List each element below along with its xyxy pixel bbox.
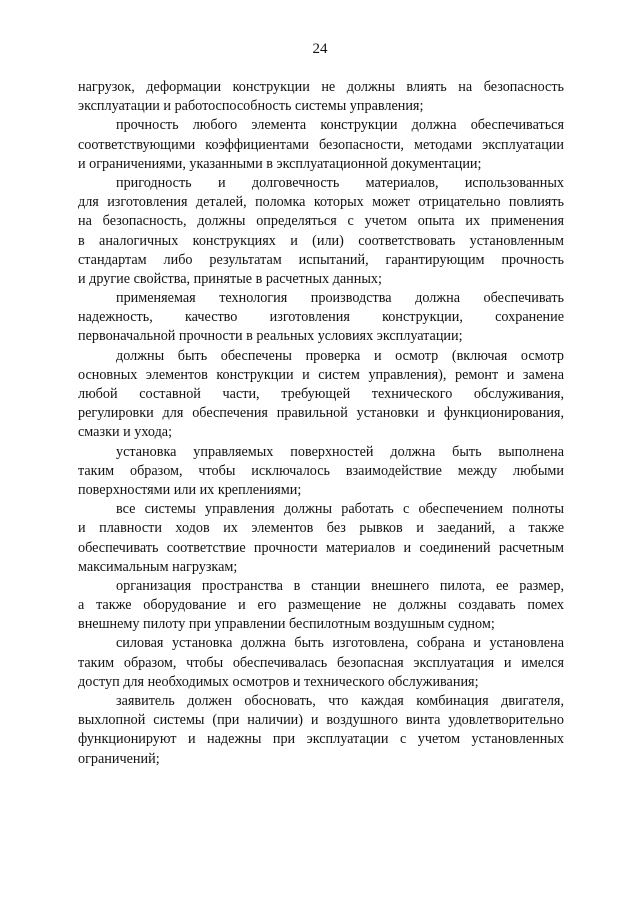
text-line: и другие свойства, принятые в расчетных данных; [78, 270, 382, 287]
text-line: заявитель должен обосновать, что каждая комбинация двигателя, [116, 693, 564, 709]
text-line: и ограничениями, указанными в эксплуатационной документации; [78, 155, 482, 172]
text-line: установка управляемых поверхностей должна быть выполнена [116, 443, 564, 460]
text-line: применяемая технология производства должна обеспечивать [116, 290, 564, 307]
text-line: а также оборудование и его размещение не должны создавать помех [78, 597, 564, 614]
text-line: ограничений; [78, 750, 160, 767]
text-line: доступ для необходимых осмотров и технического обслуживания; [78, 673, 479, 690]
text-line: функционируют и надежны при эксплуатации с учетом установленных [78, 731, 564, 748]
text-line: в аналогичных конструкциях и (или) соответствовать установленным [78, 232, 564, 249]
text-line: первоначальной прочности в реальных условиях эксплуатации; [78, 328, 463, 345]
text-line: прочность любого элемента конструкции должна обеспечиваться [116, 117, 564, 134]
text-line: организация пространства в станции внешнего пилота, ее размер, [116, 577, 564, 594]
text-line: основных элементов конструкции и систем управления), ремонт и замена [78, 366, 564, 383]
text-line: для изготовления деталей, поломка которых может отрицательно повлиять [78, 194, 564, 211]
text-line: надежность, качество изготовления конструкции, сохранение [78, 309, 564, 326]
text-line: силовая установка должна быть изготовлена, собрана и установлена [116, 635, 564, 652]
page-number: 24 [312, 41, 328, 57]
text-line: обеспечивать соответствие прочности материалов и соединений расчетным [78, 539, 564, 556]
text-line: смазки и ухода; [78, 424, 173, 441]
text-line: на безопасность, должны определяться с учетом опыта их применения [78, 213, 564, 230]
text-line: любой составной части, требующей технического обслуживания, [78, 386, 564, 402]
text-line: таким образом, чтобы исключалось взаимодействие между любыми [78, 462, 564, 479]
text-line: поверхностями или их креплениями; [78, 481, 302, 498]
document-body [78, 78, 564, 769]
text-line: пригодность и долговечность материалов, использованных [116, 174, 564, 191]
text-line: регулировки для обеспечения правильной установки и функционирования, [78, 405, 564, 422]
text-line: и плавности ходов их элементов без рывков и заеданий, а также [78, 520, 564, 537]
text-line: соответствующими коэффициентами безопасности, методами эксплуатации [78, 136, 564, 153]
text-line: нагрузок, деформации конструкции не должны влиять на безопасность [78, 79, 564, 95]
text-line: стандартам либо результатам испытаний, гарантирующим прочность [78, 251, 564, 268]
text-line: выхлопной системы (при наличии) и воздушного винта удовлетворительно [78, 712, 564, 729]
text-line: эксплуатации и работоспособность системы управления; [78, 98, 424, 115]
text-line: таким образом, чтобы обеспечивалась безопасная эксплуатация и имелся [78, 654, 564, 671]
text-line: максимальным нагрузкам; [78, 558, 238, 575]
text-line: внешнему пилоту при управлении беспилотным воздушным судном; [78, 616, 495, 633]
text-line: все системы управления должны работать с обеспечением полноты [116, 501, 564, 518]
text-line: должны быть обеспечены проверка и осмотр (включая осмотр [116, 347, 564, 364]
